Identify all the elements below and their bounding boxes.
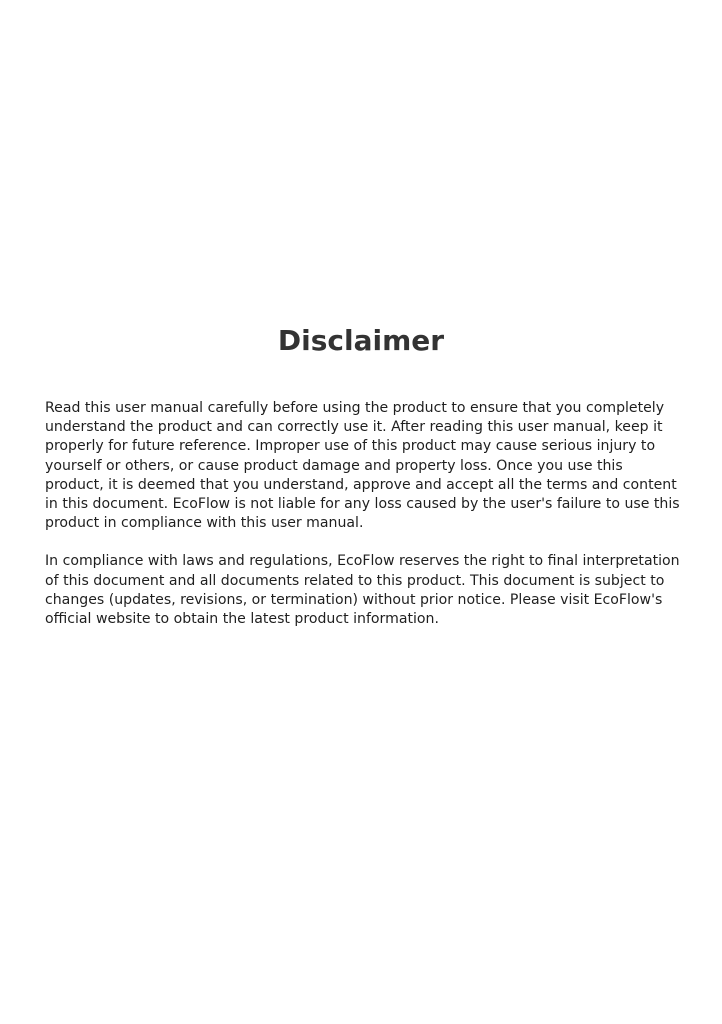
disclaimer-paragraph-2: In compliance with laws and regulations, EcoFlow reserves the right to final interpretation of this document and all documents related to this product. This document is subject to changes (updates, revisions, or termination) without prior notice. Please visit EcoFlow's official website to obtain the latest product information. (45, 553, 680, 628)
disclaimer-paragraph-1: Read this user manual carefully before using the product to ensure that you completely understand the product and can correctly use it. After reading this user manual, keep it properly for future reference. Improper use of this product may cause serious injury to yourself or others, or cause product damage and property loss. Once you use this product, it is deemed that you understand, approve and accept all the terms and content in this document. EcoFlow is not liable for any loss caused by the user's failure to use this product in compliance with this user manual. (45, 400, 680, 532)
page-title: Disclaimer (277, 324, 445, 357)
disclaimer-body (45, 399, 685, 629)
